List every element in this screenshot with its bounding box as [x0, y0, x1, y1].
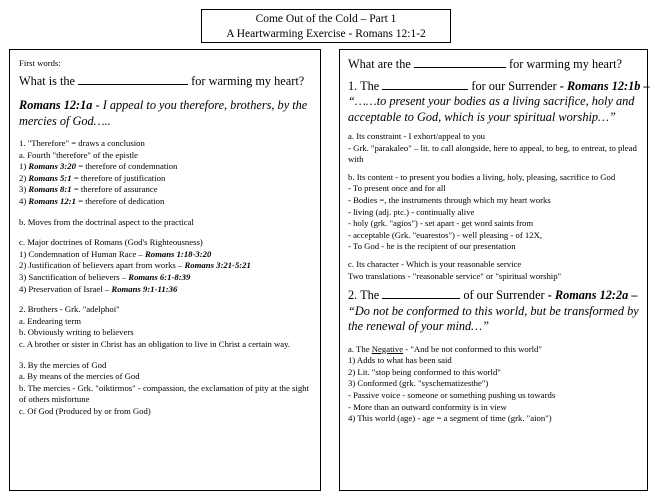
content-item: - living (adj. ptc.) - continually alive [348, 206, 475, 217]
mercies-b: b. The mercies - Grk. "oiktirmos" - compassion, the exclamation of pity at the sight of others misfortune [19, 382, 309, 405]
therefore-item: 1) Romans 3:20 = therefore of condemnation [19, 161, 178, 172]
therefore-item: 4) Romans 12:1 = therefore of dedication [19, 196, 165, 207]
first-words: First words: [19, 58, 61, 68]
mercies-heading: 3. By the mercies of God [19, 359, 107, 370]
negative-item: 3) Conformed (grk. "syschematizesthe") [348, 378, 489, 389]
fill-in-blank [382, 79, 468, 90]
doctrine-item: 4) Preservation of Israel – Romans 9:1-11:36 [19, 283, 178, 294]
content-heading: b. Its content - to present you bodies a living, holy, pleasing, sacrifice to God [348, 171, 616, 182]
negative-heading: a. The Negative - "And be not conformed to this world" [348, 343, 542, 354]
mercies-c: c. Of God (Produced by or from God) [19, 405, 151, 416]
left-question-start: What is the [19, 73, 76, 88]
character-heading: c. Its character - Which is your reasonable service [348, 258, 522, 269]
negative-item: 2) Lit. "stop being conformed to this world" [348, 366, 501, 377]
doctrine-item: 1) Condemnation of Human Race – Romans 1:18-3:20 [19, 248, 212, 259]
negative-item: - More than an outward conformity is in view [348, 401, 507, 412]
fill-in-blank [78, 74, 188, 85]
doctrine-item: 3) Sanctification of believers – Romans 6:1-8:39 [19, 272, 191, 283]
content-item: - holy (grk. "agios") - set apart - get word saints from [348, 218, 534, 229]
negative-item: - Passive voice - someone or something pushing us towards [348, 390, 556, 400]
doctrine-item: 2) Justification of believers apart from works – Romans 3:21-5:21 [19, 260, 251, 271]
brothers-c: c. A brother or sister in Christ has an obligation to live in Christ a certain way. [19, 339, 291, 349]
right-panel [339, 49, 648, 491]
section1-quote: “……to present your bodies as a living sacrifice, holy and acceptable to God, which is your spiritual worship…” [348, 94, 635, 124]
verse-ref: Romans 12:1a [19, 98, 93, 113]
verse-text: - I appeal to you therefore, brothers, by the mercies of God….. [19, 98, 308, 128]
therefore-a: a. Fourth "therefore" of the epistle [19, 149, 139, 160]
brothers-b: b. Obviously writing to believers [19, 327, 134, 338]
character-translations: Two translations - "reasonable service" or "spiritual worship" [348, 270, 562, 281]
constraint-grk: - Grk. "parakaleo" – lit. to call alongside, here to appeal, to beg, to entreat, to plead with [348, 142, 637, 165]
title-line-1: Come Out of the Cold – Part 1 [255, 13, 397, 25]
moves-line: b. Moves from the doctrinal aspect to the practical [19, 216, 194, 227]
negative-item: 4) This world (age) - age = a segment of time (grk. "aion") [348, 413, 552, 424]
doctrines-heading: c. Major doctrines of Romans (God's Righteousness) [19, 237, 203, 248]
content-item: - acceptable (Grk. "euarestos") - well pleasing - of 12X, [348, 229, 543, 240]
left-panel [9, 49, 321, 491]
brothers-heading: 2. Brothers - Grk. "adelphoi" [19, 304, 120, 315]
brothers-a: a. Endearing term [19, 315, 81, 326]
fill-in-blank [382, 288, 460, 299]
fill-in-blank [414, 57, 506, 68]
title-line-2: A Heartwarming Exercise - Romans 12:1-2 [226, 28, 426, 40]
title-box [201, 9, 451, 43]
right-question: What are the for warming my heart? [348, 57, 622, 71]
section2-quote: “Do not be conformed to this world, but be transformed by the renewal of your mind…” [348, 303, 639, 334]
section2-heading: 2. The of our Surrender - Romans 12:2a – [348, 288, 638, 303]
section1-heading: 1. The for our Surrender - Romans 12:1b – [348, 78, 650, 93]
therefore-item: 2) Romans 5:1 = therefore of justification [19, 172, 166, 183]
left-question-end: for warming my heart? [191, 73, 305, 88]
left-question [19, 74, 312, 90]
therefore-item: 3) Romans 8:1 = therefore of assurance [19, 184, 158, 195]
therefore-heading: 1. "Therefore" = draws a conclusion [19, 138, 145, 149]
constraint-heading: a. Its constraint - I exhort/appeal to you [348, 131, 486, 141]
mercies-a: a. By means of the mercies of God [19, 371, 140, 382]
negative-item: 1) Adds to what has been said [348, 355, 452, 366]
content-item: - To present once and for all [348, 183, 446, 194]
verse-intro [19, 98, 319, 129]
content-item: - To God - he is the recipient of our presentation [348, 241, 516, 252]
content-item: - Bodies =, the instruments through which my heart works [348, 194, 551, 205]
